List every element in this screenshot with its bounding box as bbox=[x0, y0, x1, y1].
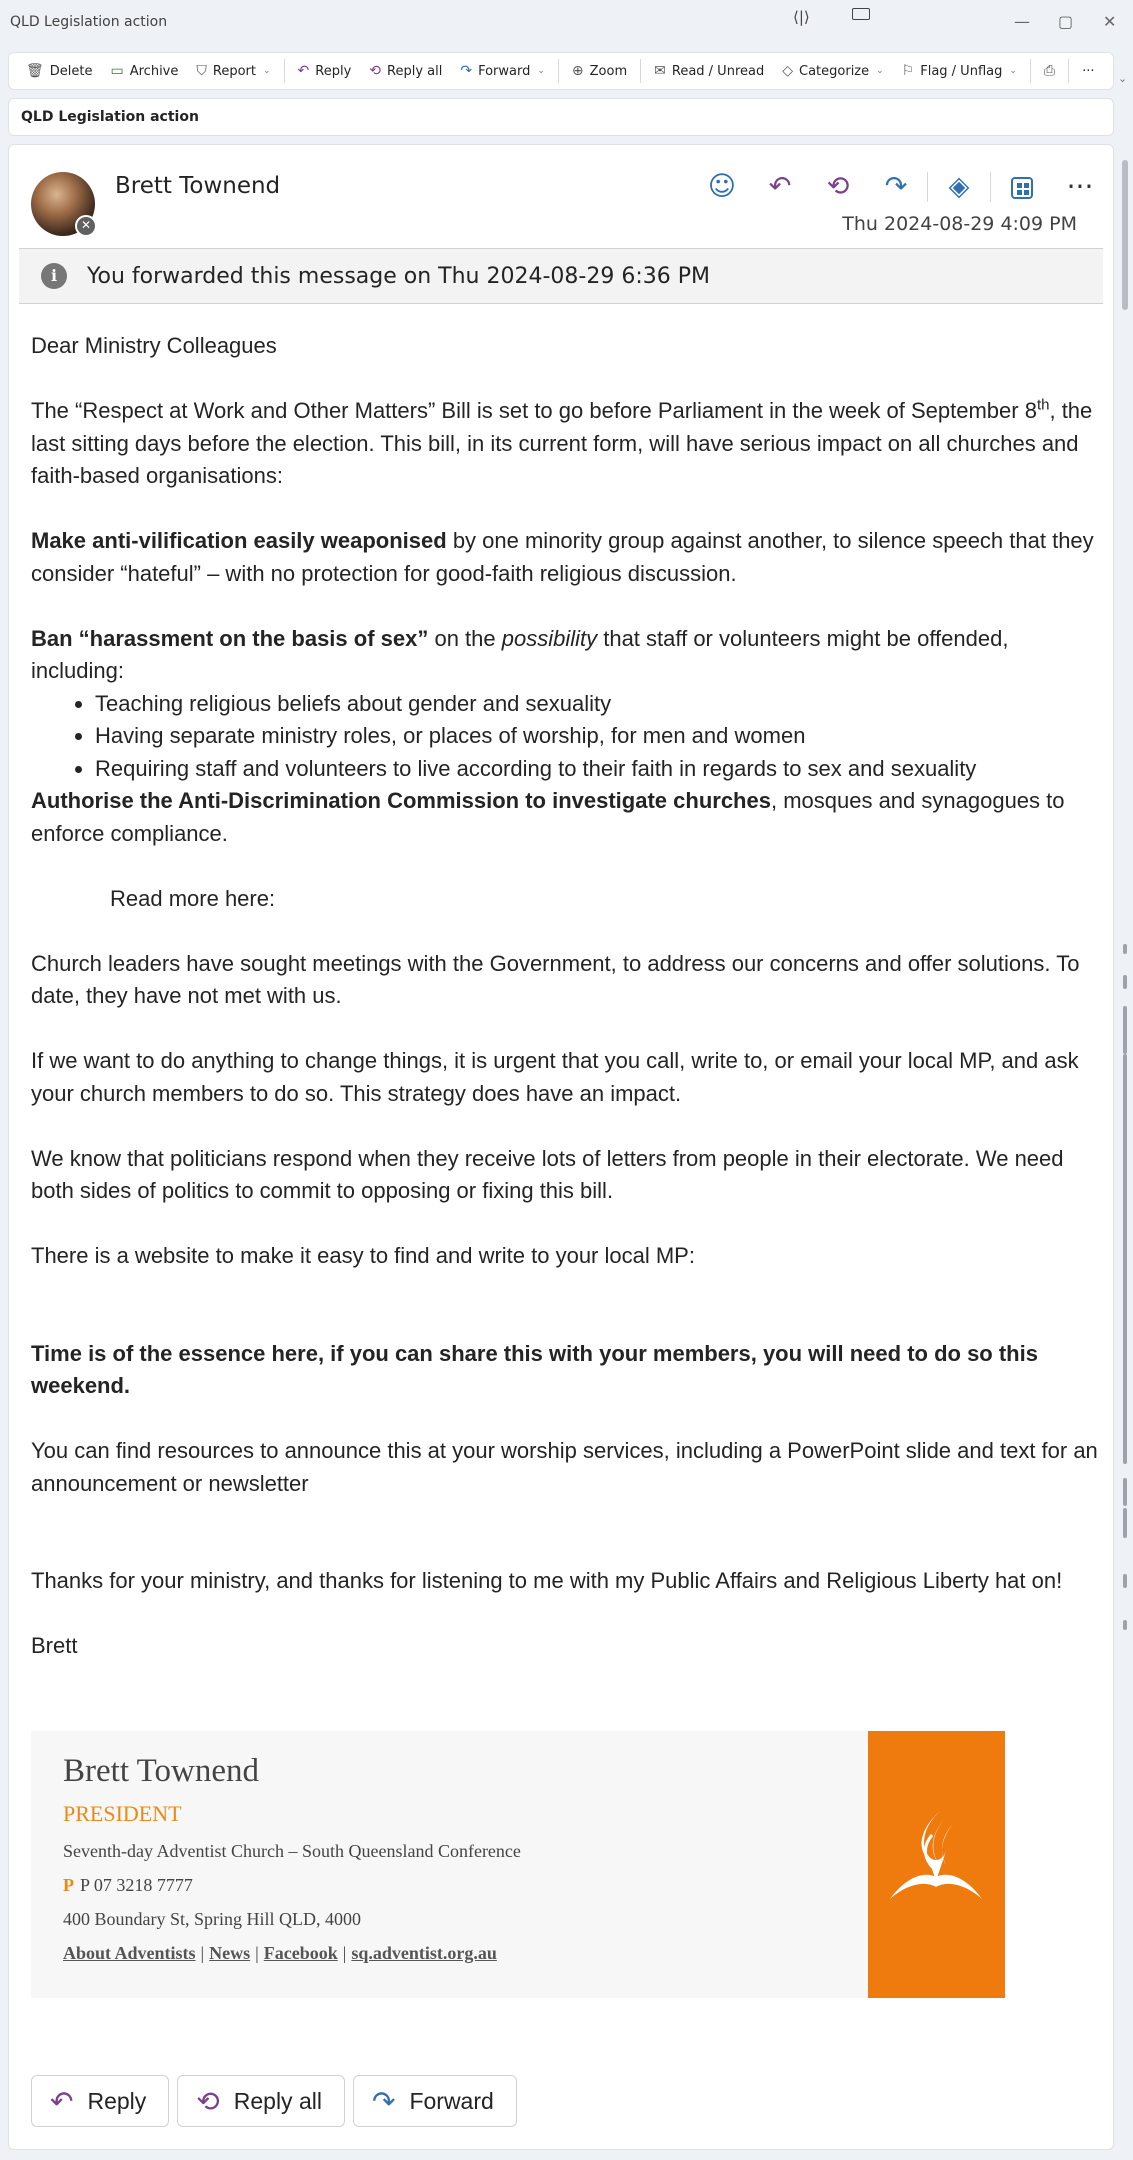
bottom-forward-button[interactable] bbox=[353, 2075, 517, 2127]
paragraph: Time is of the essence here, if you can share this with your members, you will need to do so this weekend. bbox=[31, 1340, 1038, 1398]
paragraph: Church leaders have sought meetings with the Government, to address our concerns and offer solutions. To date, they have not met with us. bbox=[31, 950, 1080, 1008]
greeting: Dear Ministry Colleagues bbox=[31, 333, 277, 358]
bottom-actions bbox=[31, 2075, 517, 2127]
paragraph: Thanks for your ministry, and thanks for listening to me with my Public Affairs and Religious Liberty hat on! bbox=[31, 1568, 1063, 1593]
signature-role: PRESIDENT bbox=[63, 1801, 182, 1826]
emoji-react-icon[interactable]: ☺ bbox=[707, 171, 737, 202]
trash-icon: 🗑︎ bbox=[26, 63, 44, 79]
paragraph: You can find resources to announce this at your worship services, including a PowerPoint slide and text for an announcement or newsletter bbox=[31, 1438, 1098, 1496]
paragraph: We know that politicians respond when they receive lots of letters from people in their electorate. We need both sides of politics to commit to opposing or fixing this bill. bbox=[31, 1145, 1064, 1203]
zoom-label: Zoom bbox=[589, 63, 628, 79]
envelope-icon: ✉ bbox=[654, 63, 666, 79]
reply-icon: ↶ bbox=[50, 2085, 74, 2117]
link-website[interactable]: sq.adventist.org.au bbox=[351, 1943, 497, 1963]
paragraph: If we want to do anything to change things, it is urgent that you call, write to, or email your local MP, and ask your church members to do so. This strategy does have an impact. bbox=[31, 1048, 1079, 1106]
chevron-down-icon[interactable]: ⌄ bbox=[1009, 66, 1017, 76]
header-divider bbox=[990, 172, 991, 202]
window-layout-icon[interactable] bbox=[852, 8, 870, 20]
paragraph: Authorise the Anti-Discrimination Commission to investigate churches, mosques and synagogues to enforce compliance. bbox=[31, 788, 1065, 846]
archive-label: Archive bbox=[129, 63, 179, 79]
archive-icon: ▭ bbox=[110, 63, 124, 79]
copilot-icon[interactable]: ◈ bbox=[948, 171, 970, 202]
forward-icon[interactable]: ↷ bbox=[884, 171, 908, 202]
scroll-marker bbox=[1123, 1054, 1127, 1464]
header-divider bbox=[927, 172, 928, 202]
signature-address: 400 Boundary St, Spring Hill QLD, 4000 bbox=[63, 1909, 362, 1929]
signature-links: About Adventists | News | Facebook | sq.adventist.org.au bbox=[63, 1943, 497, 1963]
chevron-down-icon[interactable]: ⌄ bbox=[263, 66, 271, 76]
archive-button[interactable] bbox=[102, 57, 188, 85]
link-about-adventists[interactable]: About Adventists bbox=[63, 1943, 196, 1963]
flag-label: Flag / Unflag bbox=[920, 63, 1003, 79]
split-view-icon[interactable]: ⟨|⟩ bbox=[793, 8, 810, 26]
apps-icon bbox=[1011, 177, 1033, 199]
signature-org: Seventh-day Adventist Church – South Queensland Conference bbox=[63, 1841, 521, 1861]
forwarded-info-banner bbox=[19, 248, 1103, 304]
zoom-button[interactable] bbox=[563, 57, 636, 85]
sender-name[interactable]: Brett Townend bbox=[115, 173, 281, 199]
printer-icon: ⎙ bbox=[1043, 63, 1056, 79]
maximize-button[interactable]: ▢ bbox=[1058, 12, 1074, 31]
link-facebook[interactable]: Facebook bbox=[263, 1943, 338, 1963]
reading-pane bbox=[8, 144, 1114, 2150]
info-icon: i bbox=[41, 263, 67, 289]
subject-text: QLD Legislation action bbox=[21, 109, 199, 125]
chevron-down-icon[interactable]: ⌄ bbox=[876, 66, 884, 76]
signature-name: Brett Townend bbox=[63, 1753, 259, 1789]
forward-label: Forward bbox=[478, 63, 531, 79]
scrollbar-thumb[interactable] bbox=[1122, 160, 1128, 310]
forwarded-info-text: You forwarded this message on Thu 2024-08-29 6:36 PM bbox=[87, 263, 710, 289]
reply-all-label: Reply all bbox=[387, 63, 443, 79]
shield-icon: ⛉ bbox=[196, 63, 207, 79]
reply-all-icon[interactable]: ⟲ bbox=[826, 171, 850, 202]
list-item: • Having separate ministry roles, or places of worship, for men and women bbox=[95, 720, 1107, 753]
categorize-button[interactable] bbox=[773, 57, 892, 85]
scroll-marker bbox=[1123, 975, 1127, 989]
apps-button[interactable] bbox=[993, 165, 1051, 209]
subject-bar bbox=[8, 98, 1114, 136]
toolbar-divider bbox=[284, 59, 285, 83]
toolbar-divider bbox=[558, 59, 559, 83]
adventist-logo bbox=[868, 1731, 1005, 1998]
flag-icon: ⚐ bbox=[901, 63, 915, 79]
minimize-button[interactable]: — bbox=[1014, 12, 1030, 31]
signature-phone: P P 07 3218 7777 bbox=[63, 1875, 193, 1895]
window-titlebar bbox=[0, 0, 1133, 46]
reply-icon[interactable]: ↶ bbox=[768, 171, 792, 202]
zoom-icon: ⊕ bbox=[571, 63, 584, 79]
paragraph: Ban “harassment on the basis of sex” on the possibility that staff or volunteers might be offended, including: bbox=[31, 625, 1009, 683]
more-icon[interactable]: ··· bbox=[1066, 170, 1094, 203]
more-icon: ··· bbox=[1082, 63, 1095, 79]
scroll-marker bbox=[1123, 1478, 1127, 1506]
more-actions-button[interactable] bbox=[1073, 57, 1103, 85]
forward-button[interactable] bbox=[451, 57, 554, 85]
flame-book-icon bbox=[868, 1731, 1005, 1998]
bottom-reply-button[interactable] bbox=[31, 2075, 169, 2127]
link-news[interactable]: News bbox=[209, 1943, 251, 1963]
toolbar-divider bbox=[1030, 59, 1031, 83]
window-title: QLD Legislation action bbox=[10, 14, 168, 30]
read-unread-button[interactable] bbox=[645, 57, 773, 85]
categorize-label: Categorize bbox=[799, 63, 870, 79]
report-label: Report bbox=[212, 63, 256, 79]
scroll-marker bbox=[1123, 1006, 1127, 1054]
paragraph: There is a website to make it easy to find and write to your local MP: bbox=[31, 1243, 695, 1268]
message-body bbox=[31, 330, 1107, 1663]
chevron-down-icon[interactable]: ⌄ bbox=[537, 66, 545, 76]
reply-all-button[interactable] bbox=[360, 57, 451, 85]
toolbar-divider bbox=[1068, 59, 1069, 83]
bottom-reply-all-button[interactable] bbox=[177, 2075, 345, 2127]
list-item: • Teaching religious beliefs about gender and sexuality bbox=[95, 688, 1107, 721]
close-button[interactable]: ✕ bbox=[1103, 12, 1117, 31]
paragraph: The “Respect at Work and Other Matters” Bill is set to go before Parliament in the week of September 8th, the last sitting days before the election. This bill, in its current form, will have serious impact on all churches and faith-based organisations: bbox=[31, 396, 1093, 488]
scroll-marker bbox=[1123, 944, 1127, 954]
reply-button[interactable] bbox=[289, 57, 361, 85]
reply-all-label: Reply all bbox=[233, 2087, 322, 2114]
report-button[interactable] bbox=[187, 57, 279, 85]
tag-icon: ◇ bbox=[782, 63, 793, 79]
reply-icon: ↶ bbox=[297, 63, 310, 79]
message-toolbar bbox=[8, 52, 1114, 90]
message-timestamp: Thu 2024-08-29 4:09 PM bbox=[842, 213, 1077, 235]
presence-blocked-icon: ✕ bbox=[75, 215, 97, 237]
delete-button[interactable] bbox=[17, 57, 102, 85]
header-actions bbox=[693, 165, 1109, 209]
signoff: Brett bbox=[31, 1633, 78, 1658]
forward-label: Forward bbox=[409, 2087, 494, 2114]
flag-button[interactable] bbox=[893, 57, 1026, 85]
read-unread-label: Read / Unread bbox=[671, 63, 765, 79]
forward-icon: ↷ bbox=[371, 2085, 396, 2117]
print-button[interactable] bbox=[1035, 57, 1064, 85]
toolbar-divider bbox=[640, 59, 641, 83]
forward-icon: ↷ bbox=[460, 63, 473, 79]
list-item: • Requiring staff and volunteers to live according to their faith in regards to sex and sexuality bbox=[95, 753, 1107, 786]
scroll-marker bbox=[1123, 1574, 1127, 1588]
email-signature bbox=[31, 1731, 1005, 1998]
delete-label: Delete bbox=[49, 63, 93, 79]
reply-label: Reply bbox=[87, 2087, 147, 2114]
scroll-marker bbox=[1123, 1508, 1127, 1538]
read-more-text: Read more here: bbox=[110, 885, 276, 911]
reply-all-icon: ⟲ bbox=[196, 2085, 220, 2117]
reply-label: Reply bbox=[315, 63, 352, 79]
chevron-down-icon[interactable]: ⌄ bbox=[1118, 72, 1128, 85]
paragraph: Make anti-vilification easily weaponised by one minority group against another, to silence speech that they consider “hateful” – with no protection for good-faith religious discussion. bbox=[31, 528, 1094, 586]
scroll-marker bbox=[1123, 1620, 1127, 1630]
reply-all-icon: ⟲ bbox=[369, 63, 382, 79]
bullet-list bbox=[31, 688, 1107, 786]
